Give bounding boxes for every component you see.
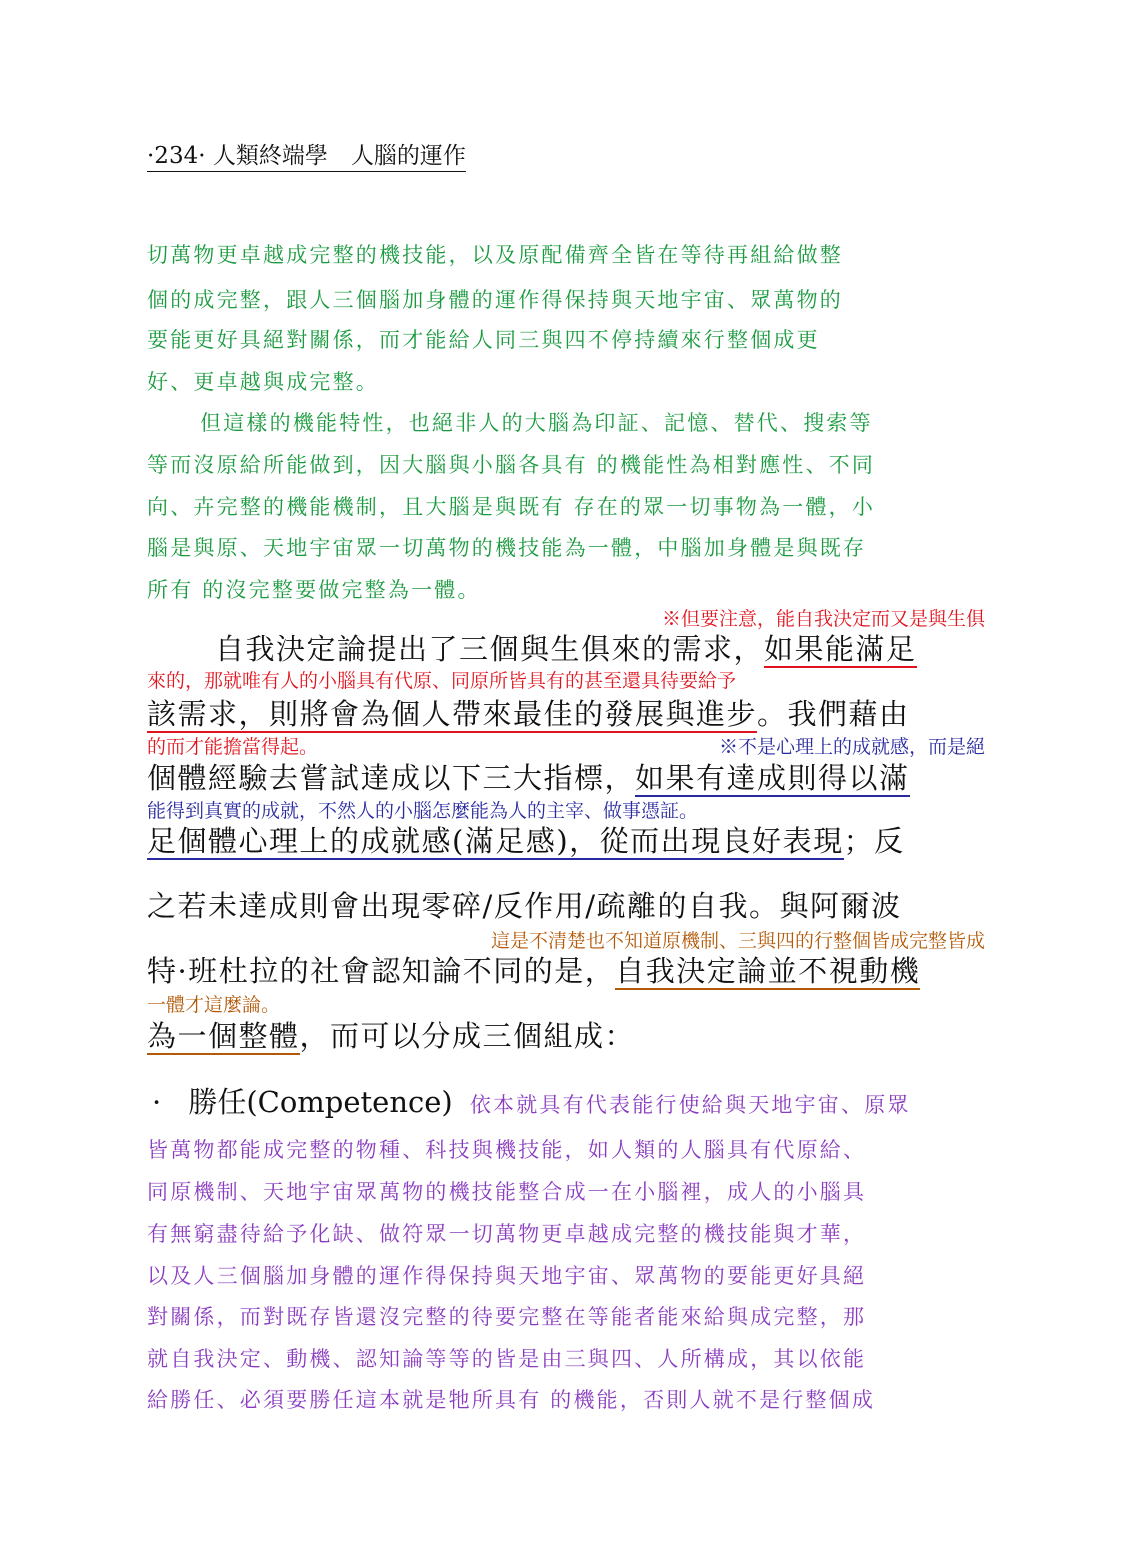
purple-line-4: 以及人三個腦加身體的運作得保持與天地宇宙、眾萬物的要能更好具絕: [147, 1264, 867, 1288]
purple-line-2: 同原機制、天地宇宙眾萬物的機技能整合成一在小腦裡，成人的小腦具: [147, 1180, 867, 1204]
main-line-4: [147, 824, 905, 858]
book-title: 人類終端學 人腦的運作: [212, 143, 466, 169]
bullet-item-competence: [152, 1085, 911, 1119]
red-note-1: ※但要注意，能自我決定而又是與生俱: [661, 608, 985, 630]
page-number: ·234·: [147, 143, 206, 169]
main-line-3: [147, 761, 910, 795]
blue-note-1: ※不是心理上的成就感，而是絕: [718, 736, 985, 758]
green-line-6: 等而沒原給所能做到，因大腦與小腦各具有 的機能性為相對應性、不同: [147, 453, 876, 477]
blue-note-2: 能得到真實的成就，不然人的小腦怎麼能為人的主宰、做事憑証。: [147, 800, 699, 822]
main-line-1-text: 自我決定論提出了三個與生俱來的需求，: [215, 632, 765, 666]
green-line-3: 要能更好具絕對關係，而才能給人同三與四不停持續來行整個成更: [147, 328, 820, 352]
purple-line-7: 給勝任、必須要勝任這本就是牠所具有 的機能，否則人就不是行整個成: [147, 1388, 876, 1412]
main-line-7: [147, 1019, 636, 1053]
main-line-4-underlined: 足個體心理上的成就感(滿足感)，從而出現良好表現: [147, 824, 844, 858]
purple-line-6: 就自我決定、動機、認知論等等的皆是由三與四、人所構成，其以依能: [147, 1347, 867, 1371]
bullet-term: 勝任(Competence): [188, 1085, 453, 1119]
green-line-9: 所有 的沒完整要做完整為一體。: [147, 578, 481, 602]
main-line-1: [215, 632, 917, 666]
green-line-4: 好、更卓越與成完整。: [147, 370, 379, 394]
purple-line-3: 有無窮盡待給予化缺、做符眾一切萬物更卓越成完整的機技能與才華，: [147, 1222, 867, 1246]
main-line-6-underlined: 自我決定論並不視動機: [615, 954, 921, 988]
purple-line-5: 對關係，而對既存皆還沒完整的待要完整在等能者能來給與成完整，那: [147, 1305, 867, 1329]
green-line-1: 切萬物更卓越成完整的機技能，以及原配備齊全皆在等待再組給做整: [147, 243, 843, 267]
main-line-1-underlined: 如果能滿足: [764, 632, 917, 666]
purple-line-1: 皆萬物都能成完整的物種、科技與機技能，如人類的人腦具有代原給、: [147, 1138, 867, 1162]
green-line-7: 向、卉完整的機能機制，且大腦是與既有 存在的眾一切事物為一體，小: [147, 495, 876, 519]
main-line-3-text: 個體經驗去嘗試達成以下三大指標，: [147, 761, 636, 795]
main-line-5: 之若未達成則會出現零碎/反作用/疏離的自我。與阿爾波: [147, 889, 902, 923]
green-line-8: 腦是與原、天地宇宙眾一切萬物的機技能為一體，中腦加身體是與既存: [147, 536, 867, 560]
brown-note-1: 這是不清楚也不知道原機制、三與四的行整個皆成完整皆成: [490, 930, 985, 952]
page-header: [147, 145, 466, 172]
main-line-7-text: ，而可以分成三個組成：: [299, 1019, 636, 1053]
red-note-2: 來的，那就唯有人的小腦具有代原、同原所皆具有的甚至還具待要給予: [147, 670, 737, 692]
main-line-2: [147, 697, 910, 731]
main-line-7-underlined: 為一個整體: [147, 1019, 300, 1053]
main-line-3-underlined: 如果有達成則得以滿: [635, 761, 910, 795]
main-line-6-text: 特·班杜拉的社會認知論不同的是，: [147, 954, 616, 988]
main-line-4-text: ；反: [843, 824, 905, 858]
bullet-marker: ·: [152, 1085, 162, 1119]
red-note-3: 的而才能擔當得起。: [147, 736, 319, 758]
bullet-first-line: 依本就具有代表能行使給與天地宇宙、原眾: [469, 1093, 911, 1117]
green-line-2: 個的成完整，跟人三個腦加身體的運作得保持與天地宇宙、眾萬物的: [147, 288, 843, 312]
brown-note-2: 一體才這麼論。: [147, 994, 281, 1016]
main-line-2-text: 。我們藉由: [757, 697, 910, 731]
main-line-2-underlined: 該需求，則將會為個人帶來最佳的發展與進步: [147, 697, 758, 731]
main-line-6: [147, 954, 921, 988]
green-line-5: 但這樣的機能特性，也絕非人的大腦為印証、記憶、替代、搜索等: [200, 411, 873, 435]
